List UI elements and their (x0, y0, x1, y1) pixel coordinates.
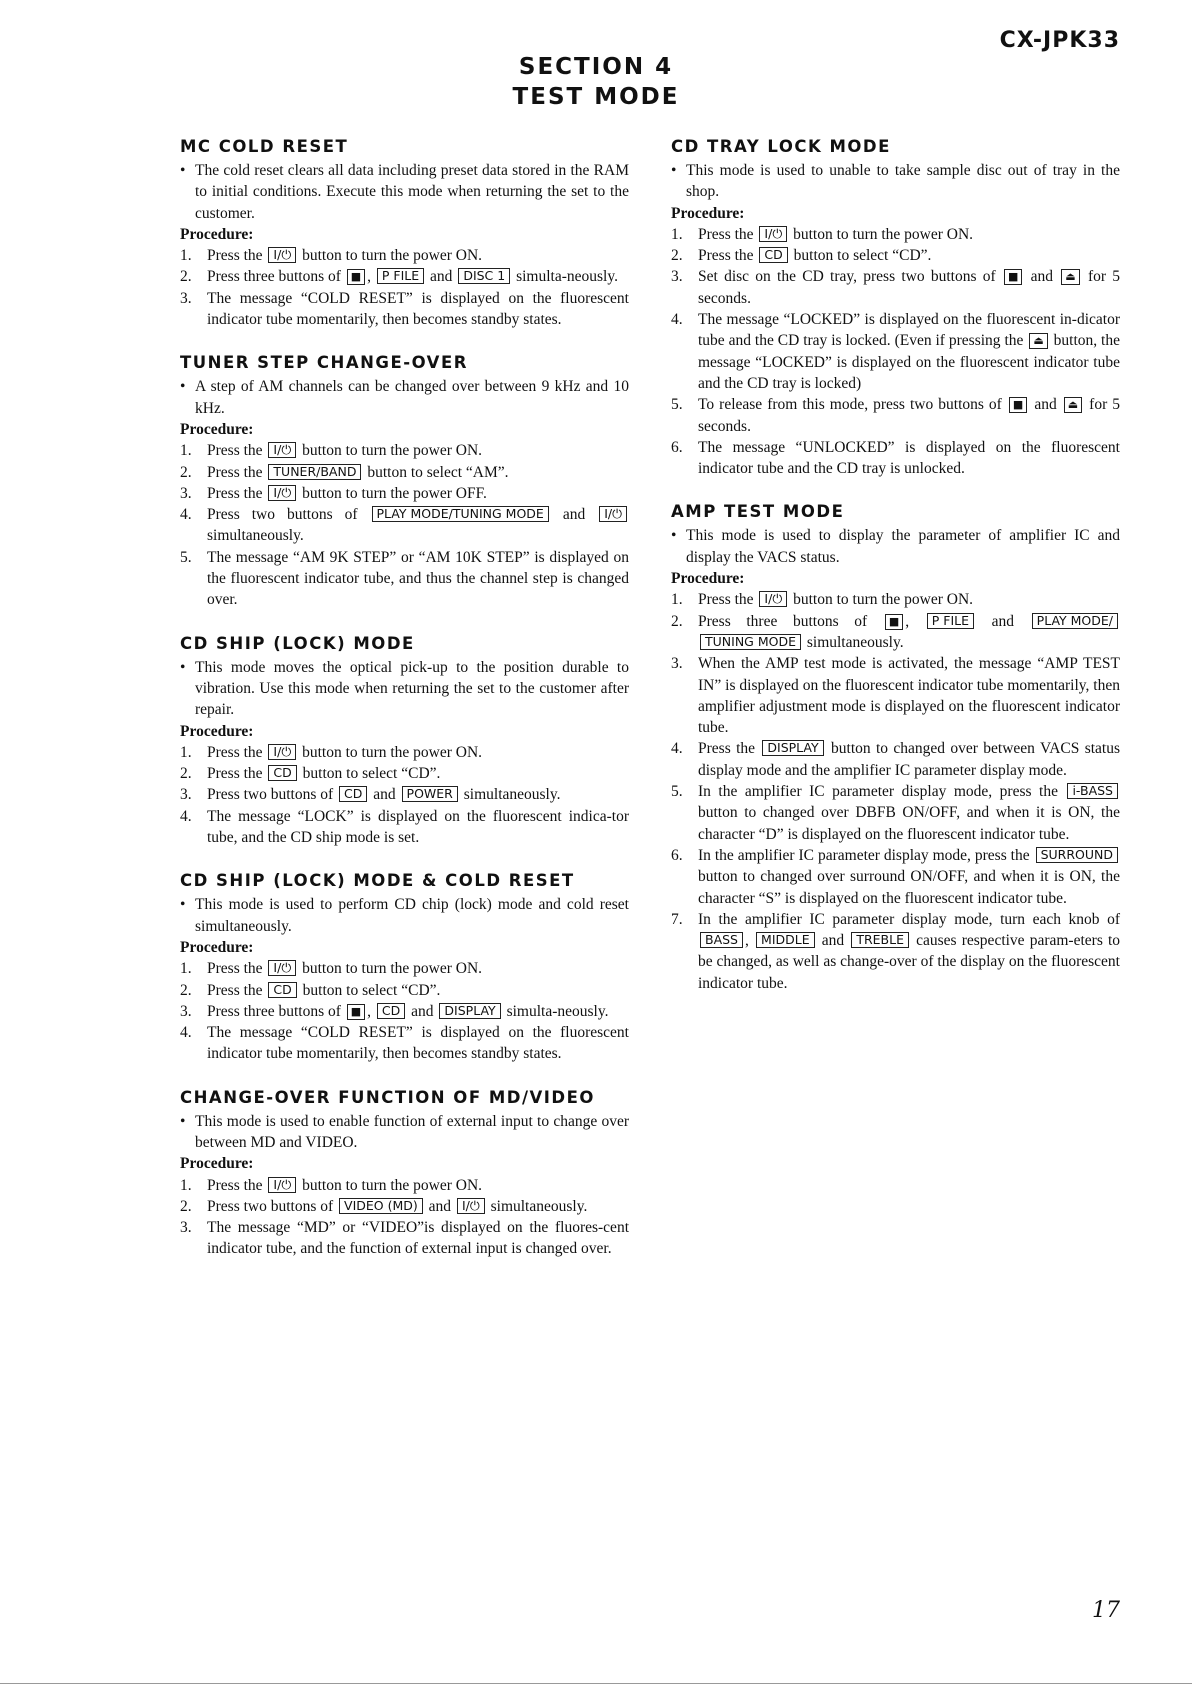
power-key-icon: I/⏻ (268, 744, 296, 760)
step: 2. Press three buttons of ■ , P FILE and DISC 1 simulta-neously. (180, 268, 618, 286)
procedure-label: Procedure: (180, 722, 254, 740)
procedure-label: Procedure: (671, 204, 745, 222)
display-key: DISPLAY (439, 1003, 500, 1019)
power-key-icon: I/⏻ (457, 1198, 485, 1214)
left-column (180, 136, 629, 1282)
power-key-icon: I/⏻ (268, 1177, 296, 1193)
step: 5. In the amplifier IC parameter display mode, press the i-BASS button to changed over DBFB ON/OFF, and when it is ON, the character “D” is displayed on the fluorescent indicator tube. (671, 783, 1120, 843)
section-number: SECTION 4 (518, 54, 674, 80)
power-key-icon: I/⏻ (268, 247, 296, 263)
tuning-mode-key: TUNING MODE (700, 634, 801, 650)
procedure-steps (671, 224, 1120, 480)
step: 2. Press the TUNER/BAND button to select “AM”. (180, 463, 509, 481)
step: 4. Press two buttons of PLAY MODE/TUNING MODE and I/⏻ simultaneously. (180, 504, 629, 547)
power-key-icon: I/⏻ (599, 506, 627, 522)
page-number: 17 (1092, 1598, 1120, 1623)
description: • This mode is used to enable function of external input to change over between MD and VIDEO. (180, 1111, 629, 1154)
middle-key: MIDDLE (756, 932, 815, 948)
cd-key: CD (377, 1003, 405, 1019)
power-button-key: POWER (402, 786, 458, 802)
cd-ship-section (180, 633, 629, 849)
stop-key-icon: ■ (347, 269, 365, 285)
procedure-steps (180, 958, 629, 1064)
step: 7. In the amplifier IC parameter display mode, turn each knob of BASS , MIDDLE and TREBLE causes respective param-eters to be changed, as well as change-over of the display on the fluorescent indicator tube. (671, 910, 1121, 992)
step: 1. Press the I/⏻ button to turn the power ON. (180, 247, 483, 265)
section-heading: CHANGE-OVER FUNCTION OF MD/VIDEO (180, 1087, 595, 1107)
power-key-icon: I/⏻ (268, 442, 296, 458)
play-mode-tuning-key: PLAY MODE/TUNING MODE (372, 506, 549, 522)
step: 5. The message “AM 9K STEP” or “AM 10K STEP” is displayed on the fluorescent indicator tube, and thus the channel step is changed over. (180, 548, 629, 609)
power-key-icon: I/⏻ (759, 226, 787, 242)
step: 2. Press two buttons of VIDEO (MD) and I/⏻ simultaneously. (180, 1197, 588, 1215)
tuner-band-key: TUNER/BAND (268, 464, 361, 480)
procedure-steps (180, 440, 629, 610)
step: 4. Press the DISPLAY button to changed over between VACS status display mode and the amplifier IC parameter display mode. (671, 740, 1121, 779)
description: • This mode is used to perform CD chip (lock) mode and cold reset simultaneously. (180, 894, 629, 937)
play-mode-key: PLAY MODE/ (1032, 613, 1118, 629)
procedure-label: Procedure: (180, 225, 254, 243)
step: 2. Press the CD button to select “CD”. (180, 765, 441, 783)
step: 3. Press the I/⏻ button to turn the power OFF. (180, 484, 487, 502)
p-file-key: P FILE (927, 613, 974, 629)
stop-key-icon: ■ (885, 614, 903, 630)
md-video-section (180, 1087, 629, 1260)
step: 3. The message “COLD RESET” is displayed on the fluorescent indicator tube momentarily, then becomes standby states. (180, 289, 629, 329)
procedure-steps (671, 589, 1120, 994)
disc1-key: DISC 1 (458, 268, 510, 284)
eject-key-icon: ⏏ (1064, 397, 1082, 413)
tuner-step-section (180, 352, 629, 610)
step: 2. Press the CD button to select “CD”. (671, 247, 932, 265)
step: 1. Press the I/⏻ button to turn the power ON. (671, 225, 974, 243)
eject-key-icon: ⏏ (1061, 269, 1079, 285)
cd-key: CD (339, 786, 367, 802)
step: 2. Press three buttons of ■ , P FILE and PLAY MODE/ TUNING MODE simultaneously. (671, 611, 1120, 654)
stop-key-icon: ■ (347, 1004, 365, 1020)
procedure-label: Procedure: (671, 570, 745, 588)
display-key: DISPLAY (762, 740, 823, 756)
cd-key: CD (268, 765, 296, 781)
section-heading: CD TRAY LOCK MODE (671, 137, 891, 156)
step: 1. Press the I/⏻ button to turn the power ON. (180, 743, 483, 761)
stop-key-icon: ■ (1004, 269, 1022, 285)
section-heading: AMP TEST MODE (671, 502, 845, 522)
procedure-label: Procedure: (180, 938, 254, 956)
procedure-steps (180, 742, 629, 848)
procedure-steps (180, 1175, 629, 1260)
section-heading: TUNER STEP CHANGE-OVER (180, 353, 468, 373)
step: 5. To release from this mode, press two buttons of ■ and ⏏ for 5 seconds. (671, 396, 1121, 435)
cd-key: CD (759, 247, 787, 263)
eject-key-icon: ⏏ (1029, 333, 1047, 349)
description: • This mode moves the optical pick-up to the position durable to vibration. Use this mode when returning the set to the customer after repair. (180, 657, 629, 721)
model-number: CX-JPK33 (999, 28, 1120, 53)
page-title: TEST MODE (512, 84, 680, 110)
step: 3. Press two buttons of CD and POWER simultaneously. (180, 786, 561, 804)
bass-key: BASS (700, 932, 743, 948)
power-key-icon: I/⏻ (268, 960, 296, 976)
p-file-key: P FILE (377, 268, 424, 284)
procedure-label: Procedure: (180, 420, 254, 438)
step: 3. Set disc on the CD tray, press two buttons of ■ and ⏏ for 5 seconds. (671, 268, 1121, 307)
step: 2. Press the CD button to select “CD”. (180, 981, 441, 999)
power-key-icon: I/⏻ (268, 485, 296, 501)
step: 3. Press three buttons of ■ , CD and DISPLAY simulta-neously. (180, 1002, 609, 1020)
cd-tray-lock-section (671, 136, 1120, 479)
mc-cold-reset-section (180, 136, 629, 330)
stop-key-icon: ■ (1009, 397, 1027, 413)
step: 3. The message “MD” or “VIDEO”is displayed on the fluores-cent indicator tube, and the function of external input is changed over. (180, 1219, 629, 1258)
description: • A step of AM channels can be changed over between 9 kHz and 10 kHz. (180, 376, 629, 419)
step: 1. Press the I/⏻ button to turn the power ON. (180, 960, 483, 978)
description: • The cold reset clears all data including preset data stored in the RAM to initial conditions. Execute this mode when returning the set to the customer. (180, 160, 629, 224)
cd-key: CD (268, 982, 296, 998)
step: 1. Press the I/⏻ button to turn the power ON. (180, 442, 483, 460)
cd-ship-cold-reset-section (180, 870, 629, 1064)
step: 1. Press the I/⏻ button to turn the power ON. (671, 591, 974, 609)
step: 1. Press the I/⏻ button to turn the power ON. (180, 1176, 483, 1194)
surround-key: SURROUND (1036, 847, 1118, 863)
description: • This mode is used to unable to take sample disc out of tray in the shop. (671, 160, 1120, 203)
step: 6. In the amplifier IC parameter display mode, press the SURROUND button to changed over surround ON/OFF, and when it is ON, the character “S” is displayed on the fluorescent indicator tube. (671, 846, 1120, 907)
section-heading: CD SHIP (LOCK) MODE (180, 633, 415, 653)
step: 4. The message “LOCKED” is displayed on the fluorescent in-dicator tube and the CD tray is locked. (Even if pressing the ⏏ button, the message “LOCKED” is displayed on the fluorescent indicator tube and the CD tray is locked) (671, 311, 1120, 392)
treble-key: TREBLE (851, 932, 909, 948)
section-heading: MC COLD RESET (180, 137, 349, 156)
ibass-key: i-BASS (1067, 783, 1118, 799)
description: • This mode is used to display the parameter of amplifier IC and display the VACS status. (671, 525, 1120, 568)
bottom-divider (0, 1683, 1192, 1684)
step: 3. When the AMP test mode is activated, the message “AMP TEST IN” is displayed on the fluorescent indicator tube momentarily, then amplifier adjustment mode is displayed on the fluorescent indicator tube. (671, 655, 1120, 737)
step: 4. The message “LOCK” is displayed on the fluorescent indica-tor tube, and the CD ship mode is set. (180, 807, 629, 847)
procedure-steps (180, 245, 629, 330)
amp-test-section (671, 501, 1120, 994)
right-column (671, 136, 1120, 1016)
section-title (0, 52, 1192, 112)
step: 6. The message “UNLOCKED” is displayed on the fluorescent indicator tube and the CD tray is unlocked. (671, 438, 1120, 478)
procedure-label: Procedure: (180, 1155, 254, 1173)
power-key-icon: I/⏻ (759, 591, 787, 607)
section-heading: CD SHIP (LOCK) MODE & COLD RESET (180, 871, 575, 891)
video-md-key: VIDEO (MD) (339, 1198, 423, 1214)
step: 4. The message “COLD RESET” is displayed on the fluorescent indicator tube momentarily, then becomes standby states. (180, 1024, 629, 1063)
